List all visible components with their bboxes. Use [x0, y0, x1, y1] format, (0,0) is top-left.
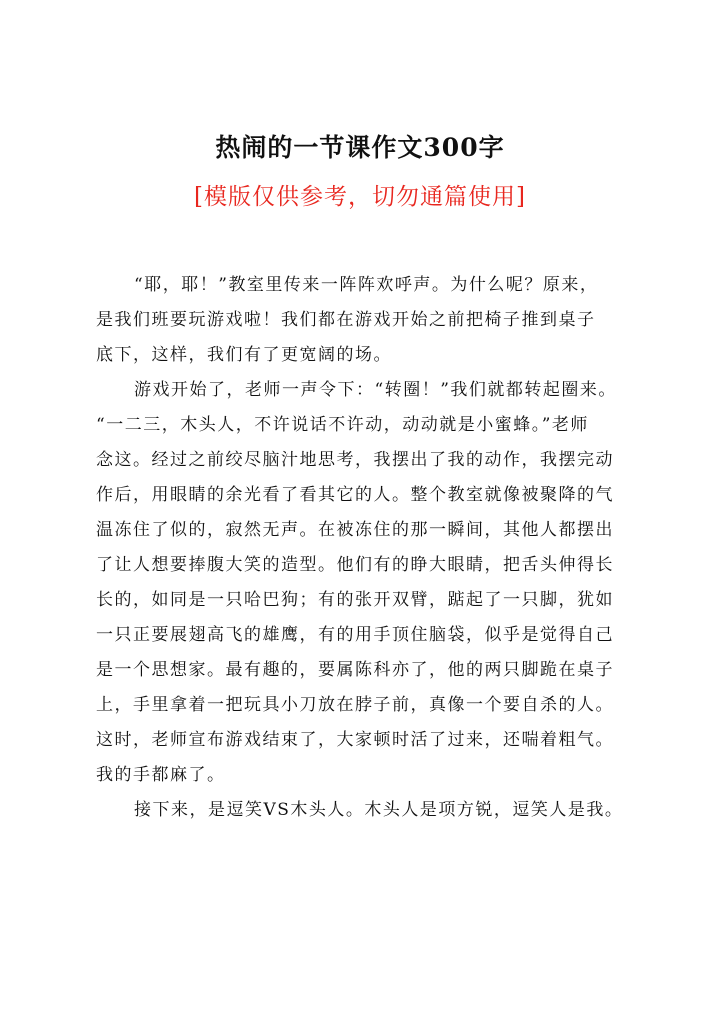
paragraph-line: 底下，这样，我们有了更宽阔的场。: [96, 345, 392, 365]
paragraph-line: “一二三，木头人，不许说话不许动，动动就是小蜜蜂。”老师: [96, 415, 589, 435]
paragraph-line: 念这。经过之前绞尽脑汁地思考，我摆出了我的动作，我摆完动: [96, 450, 614, 470]
paragraph-line: 是我们班要玩游戏啦！我们都在游戏开始之前把椅子推到桌子: [96, 310, 596, 330]
paragraph-line: 这时，老师宣布游戏结束了，大家顿时活了过来，还喘着粗气。: [96, 730, 614, 750]
paragraph-line: 是一个思想家。最有趣的，要属陈科亦了，他的两只脚跪在桌子: [96, 660, 614, 680]
paragraph-first-line: 接下来，是逗笑VS木头人。木头人是项方锐，逗笑人是我。: [134, 800, 624, 820]
paragraph-line: 了让人想要捧腹大笑的造型。他们有的睁大眼睛，把舌头伸得长: [96, 555, 614, 575]
template-notice: [模版仅供参考，切勿通篇使用]: [194, 184, 526, 210]
paragraph-line: 温冻住了似的，寂然无声。在被冻住的那一瞬间，其他人都摆出: [96, 520, 614, 540]
document-title: 热闹的一节课作文300字: [215, 133, 505, 162]
paragraph-line: 我的手都麻了。: [96, 765, 226, 785]
paragraph-first-line: “耶，耶！”教室里传来一阵阵欢呼声。为什么呢？原来，: [134, 275, 599, 295]
paragraph-line: 作后，用眼睛的余光看了看其它的人。整个教室就像被聚降的气: [96, 485, 614, 505]
essay-body: [96, 268, 642, 828]
paragraph-line: 一只正要展翅高飞的雄鹰，有的用手顶住脑袋，似乎是觉得自己: [96, 625, 614, 645]
paragraph-line: 长的，如同是一只哈巴狗；有的张开双臂，踮起了一只脚，犹如: [96, 590, 614, 610]
paragraph-line: 上，手里拿着一把玩具小刀放在脖子前，真像一个要自杀的人。: [96, 695, 614, 715]
paragraph-first-line: 游戏开始了，老师一声令下：“转圈！”我们就都转起圈来。: [134, 380, 617, 400]
